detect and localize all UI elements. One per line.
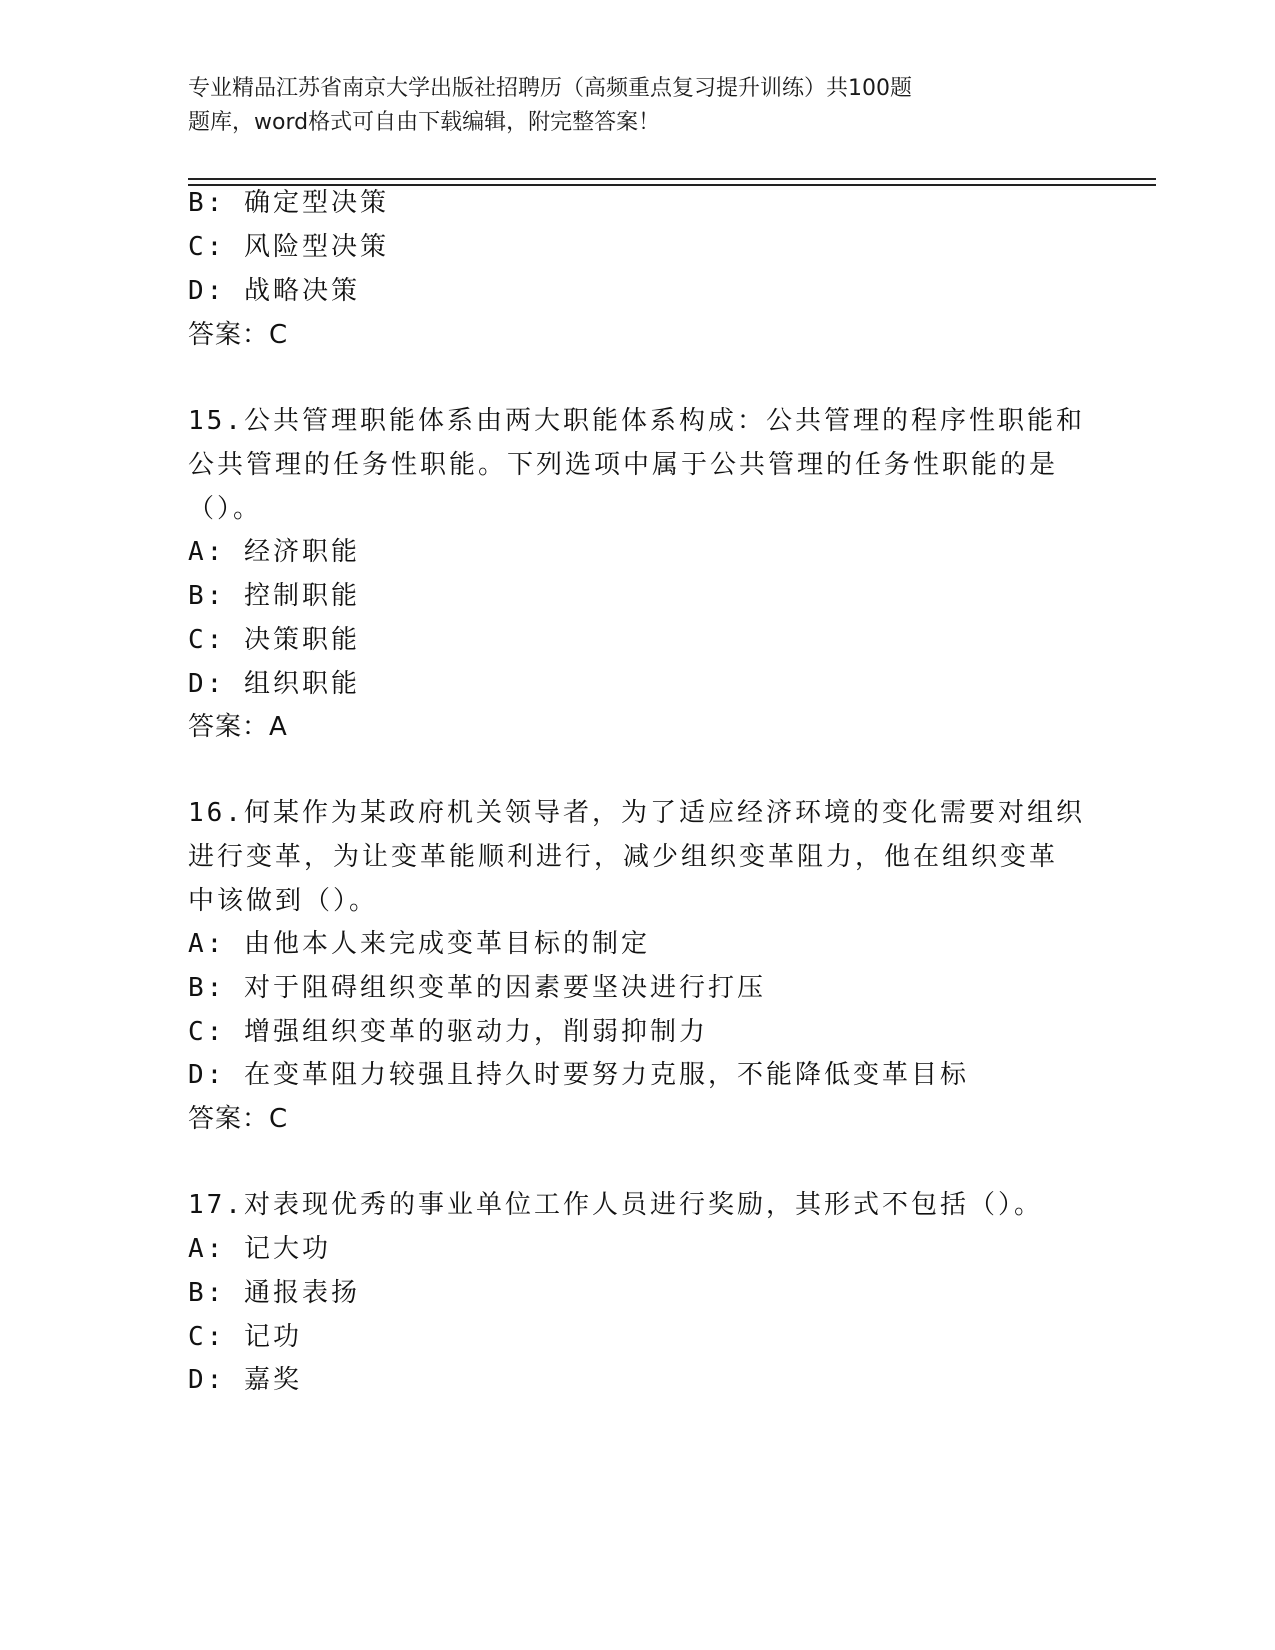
q14-option-d: D: 战略决策: [188, 276, 360, 306]
q16-stem-line-1: 16.何某作为某政府机关领导者，为了适应经济环境的变化需要对组织: [188, 798, 1085, 828]
header-rule-top: [188, 178, 1156, 180]
q14-option-c: C: 风险型决策: [188, 232, 389, 262]
q16-stem-line-3: 中该做到（）。: [188, 886, 379, 916]
q15-option-b: B: 控制职能: [188, 581, 360, 611]
q17-stem-line-1: 17.对表现优秀的事业单位工作人员进行奖励，其形式不包括（）。: [188, 1190, 1043, 1220]
q15-option-c: C: 决策职能: [188, 625, 360, 655]
q15-stem-line-3: （）。: [188, 494, 263, 524]
header-title-line-2: 题库，word格式可自由下载编辑，附完整答案！: [188, 110, 661, 135]
q17-option-b: B: 通报表扬: [188, 1278, 360, 1308]
q17-option-c: C: 记功: [188, 1322, 302, 1352]
q15-option-d: D: 组织职能: [188, 669, 360, 699]
q14-option-b: B: 确定型决策: [188, 188, 389, 218]
q15-option-a: A: 经济职能: [188, 537, 360, 567]
header-title-line-1: 专业精品江苏省南京大学出版社招聘历（高频重点复习提升训练）共100题: [188, 76, 912, 101]
q14-answer: 答案：C: [188, 320, 289, 350]
q17-option-a: A: 记大功: [188, 1234, 331, 1264]
q16-answer: 答案：C: [188, 1104, 289, 1134]
q15-stem-line-2: 公共管理的任务性职能。下列选项中属于公共管理的任务性职能的是: [188, 450, 1059, 480]
q16-option-d: D: 在变革阻力较强且持久时要努力克服，不能降低变革目标: [188, 1060, 969, 1090]
q15-answer: 答案：A: [188, 712, 288, 742]
q16-option-a: A: 由他本人来完成变革目标的制定: [188, 929, 650, 959]
q16-option-b: B: 对于阻碍组织变革的因素要坚决进行打压: [188, 973, 766, 1003]
document-header: [188, 72, 1048, 140]
q15-stem-line-1: 15.公共管理职能体系由两大职能体系构成：公共管理的程序性职能和: [188, 406, 1085, 436]
q17-option-d: D: 嘉奖: [188, 1365, 302, 1395]
header-rule-bottom: [188, 184, 1156, 186]
q16-stem-line-2: 进行变革，为让变革能顺利进行，减少组织变革阻力，他在组织变革: [188, 842, 1059, 872]
q16-option-c: C: 增强组织变革的驱动力，削弱抑制力: [188, 1017, 708, 1047]
